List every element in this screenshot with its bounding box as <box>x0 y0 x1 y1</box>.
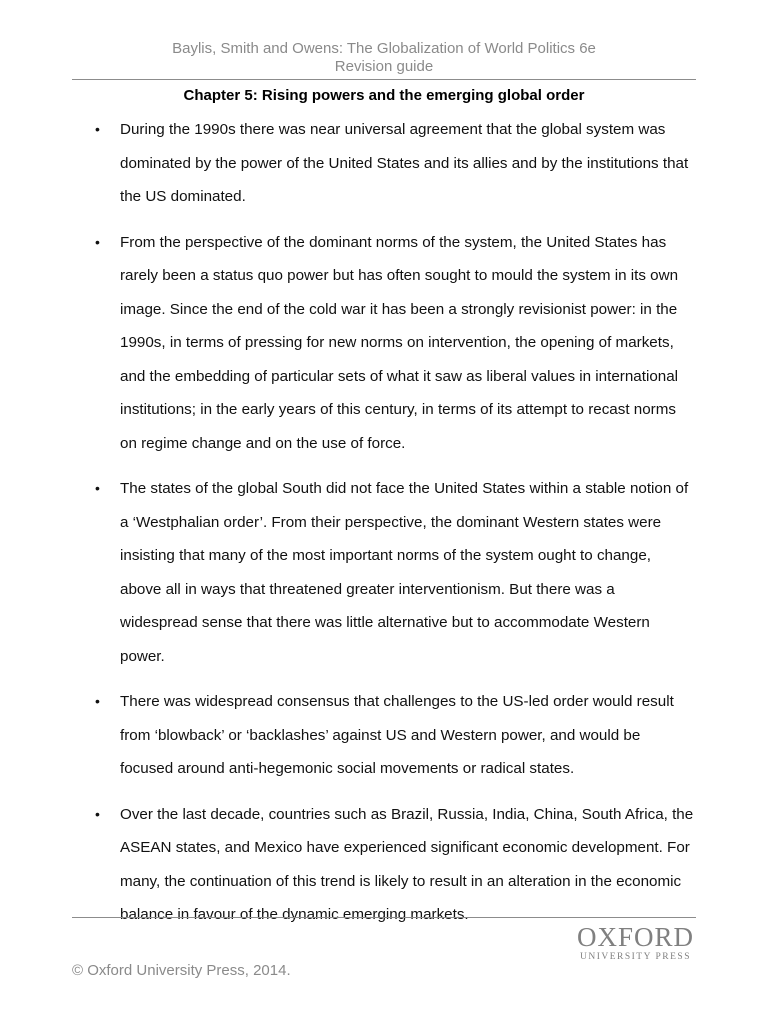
bullet-marker: • <box>95 233 100 250</box>
bullet-item <box>72 472 696 673</box>
bullet-item <box>72 113 696 214</box>
header-divider <box>72 79 696 80</box>
bullet-text: The states of the global South did not face the United States within a stable notion of a ‘Westphalian order’. From their perspective, the dominant Western states were insisting that many of the most important norms of the system ought to change, above all in ways that threatened greater interventionism. But there was a widespread sense that there was little alternative but to accommodate Western power. <box>120 480 689 665</box>
bullet-item <box>72 798 696 932</box>
footer-divider <box>72 917 696 918</box>
header-subtitle: Revision guide <box>334 58 434 75</box>
copyright-notice: © Oxford University Press, 2014. <box>72 962 291 979</box>
bullet-text: Over the last decade, countries such as Brazil, Russia, India, China, South Africa, the ASEAN states, and Mexico have experienced significant economic development. For many, the continuation of this trend is likely to result in an alteration in the economic balance in favour of the dynamic emerging markets. <box>120 805 694 923</box>
bullet-marker: • <box>95 480 100 496</box>
logo-name: OXFORD <box>576 922 694 952</box>
header-book-title: Baylis, Smith and Owens: The Globalization of World Politics 6e <box>172 40 596 57</box>
bullet-text: During the 1990s there was near universal agreement that the global system was dominated by the power of the United States and its allies and by the institutions that the US dominated. <box>120 121 689 205</box>
bullet-text: There was widespread consensus that challenges to the US-led order would result from ‘blowback’ or ‘backlashes’ against US and Western power, and would be focused around anti-hegemonic social movements or radical states. <box>120 693 674 777</box>
chapter-title: Chapter 5: Rising powers and the emerging global order <box>183 87 585 104</box>
bullet-list <box>72 113 696 944</box>
bullet-text: From the perspective of the dominant norms of the system, the United States has rarely been a status quo power but has often sought to mould the system in its own image. Since the end of the cold war it has been a strongly revisionist power: in the 1990s, in terms of pressing for new norms on intervention, the opening of markets, and the embedding of particular sets of what it saw as liberal values in international institutions; in the early years of this century, in terms of its attempt to recast norms on regime change and on the use of force. <box>120 233 679 452</box>
oxford-logo <box>577 922 694 962</box>
bullet-item <box>72 685 696 786</box>
bullet-marker: • <box>95 693 100 709</box>
bullet-marker: • <box>95 805 100 822</box>
bullet-marker: • <box>95 121 100 137</box>
running-header <box>72 40 696 76</box>
bullet-item <box>72 226 696 461</box>
logo-subtitle: UNIVERSITY PRESS <box>579 952 691 962</box>
